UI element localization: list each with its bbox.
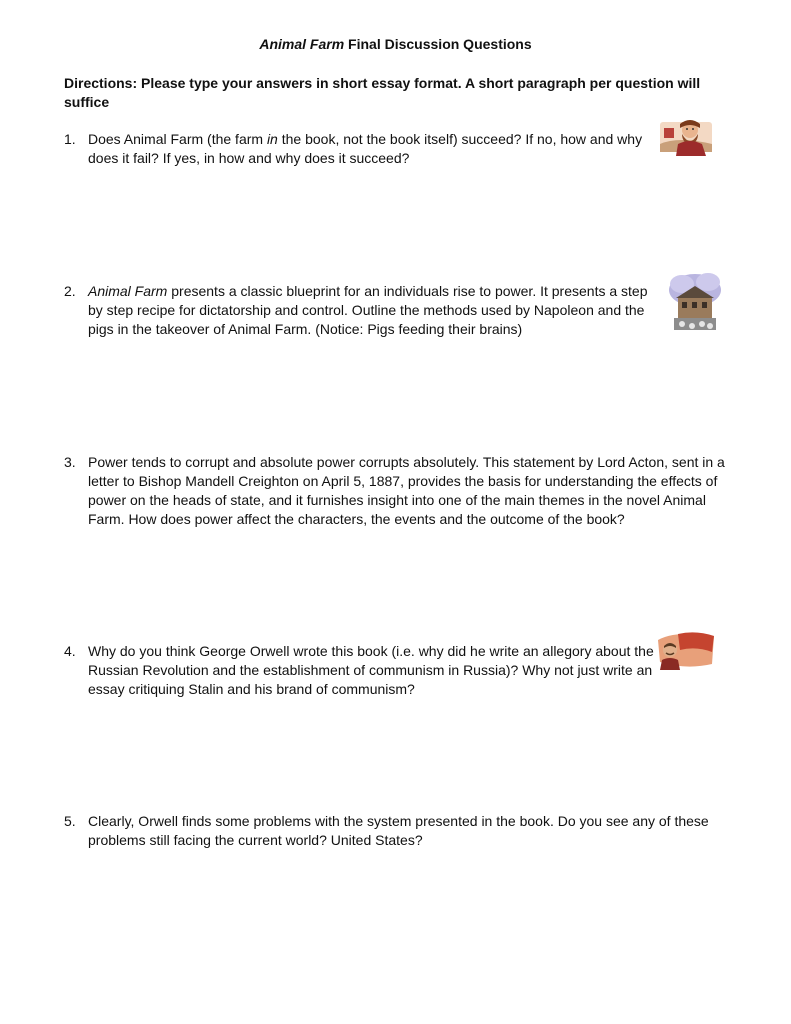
bearded-man-portrait-clipart	[658, 114, 714, 156]
question-text-part: Does Animal Farm (the farm	[88, 131, 267, 147]
question-number: 4.	[64, 643, 76, 659]
question-number: 5.	[64, 813, 76, 829]
question-text-part: presents a classic blueprint for an individuals rise to power. It presents a step by step recipe for dictatorship and control. Outline the methods used by Napoleon and the pigs in the takeover of Animal Farm. (Notice: Pigs feeding their brains)	[88, 283, 648, 337]
question-number: 2.	[64, 283, 76, 299]
leader-flag-clipart	[656, 630, 716, 670]
page-title	[0, 36, 791, 52]
question-number: 1.	[64, 131, 76, 147]
question-text	[88, 130, 644, 168]
question-text	[88, 282, 664, 339]
building-cloud-clipart	[668, 272, 722, 332]
question-text: Why do you think George Orwell wrote this book (i.e. why did he write an allegory about the Russian Revolution and the establishment of communism in Russia)? Why not just write an essay critiquing Stalin and his brand of communism?	[88, 643, 654, 697]
question-text-italic: Animal Farm	[88, 283, 168, 299]
question-5	[64, 812, 734, 850]
question-1	[64, 130, 644, 168]
question-2	[64, 282, 664, 339]
question-text: Clearly, Orwell finds some problems with the system presented in the book. Do you see any of these problems still facing the current world? United States?	[88, 813, 709, 848]
question-text-italic: in	[266, 131, 278, 147]
question-text-part: the book, not the book itself) succeed? If no, how and why does it fail? If yes, in how and why does it succeed?	[88, 131, 643, 166]
question-4	[64, 642, 656, 699]
question-text: Power tends to corrupt and absolute power corrupts absolutely. This statement by Lord Acton, sent in a letter to Bishop Mandell Creighton on April 5, 1887, provides the basis for understanding the effects of power on the heads of state, and it furnishes insight into one of the main themes in the novel Animal Farm. How does power affect the characters, the events and the outcome of the book?	[88, 454, 725, 527]
title-italic: Animal Farm	[259, 36, 345, 52]
question-number: 3.	[64, 454, 76, 470]
directions-text: Directions: Please type your answers in short essay format. A short paragraph per question will suffice	[64, 75, 701, 110]
title-rest: Final Discussion Questions	[344, 36, 532, 52]
question-3	[64, 453, 734, 529]
